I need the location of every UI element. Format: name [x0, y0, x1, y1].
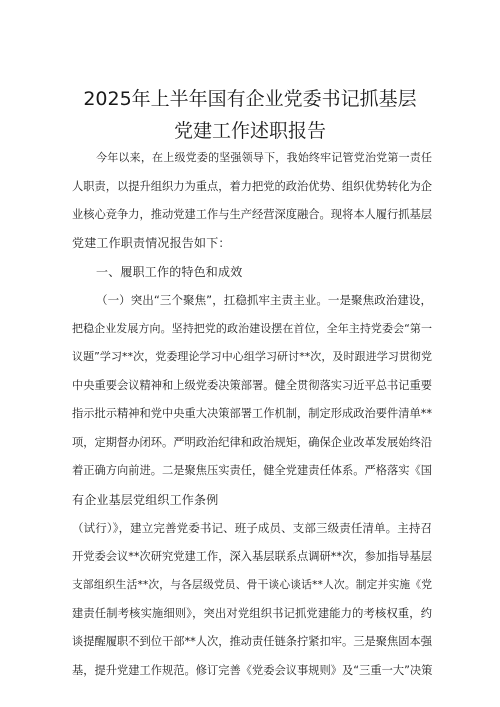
- body-line: 议题”学习**次，党委理论学习中心组学习研讨**次，及时跟进学习贯彻党: [72, 350, 432, 363]
- body-line: 项，定期督办闭环。严明政治纪律和政治规矩，确保企业改革发展始终沿: [72, 436, 433, 449]
- body-line: 业核心竞争力，推动党建工作与生产经营深度融合。现将本人履行抓基层: [72, 208, 433, 221]
- body-line: 开党委会议**次研究党建工作，深入基层联系点调研**次，参加指导基层: [72, 550, 433, 563]
- body-line: 建责任制考核实施细则》，突出对党组织书记抓党建能力的考核权重，约: [72, 607, 432, 620]
- body-line: 指示批示精神和党中央重大决策部署工作机制，制定形成政治要件清单**: [72, 407, 433, 420]
- body-line: 中央重要会议精神和上级党委决策部署。健全贯彻落实习近平总书记重要: [72, 379, 433, 392]
- body-line: 谈提醒履职不到位干部**人次，推动责任链条拧紧扣牢。三是聚焦固本强: [72, 635, 433, 648]
- document-title-line-1: 2025年上半年国有企业党委书记抓基层: [83, 88, 417, 110]
- section-heading: 一、履职工作的特色和成效: [96, 265, 243, 279]
- body-line: 党建工作职责情况报告如下：: [72, 236, 231, 250]
- document-title-line-2: 党建工作述职报告: [173, 120, 326, 142]
- body-line: 着正确方向前进。二是聚焦压实责任，健全党建责任体系。严格落实《国: [72, 464, 433, 477]
- body-line: 有企业基层党组织工作条例: [72, 493, 219, 507]
- body-line: 今年以来，在上级党委的坚强领导下，我始终牢记管党治党第一责任: [96, 151, 432, 164]
- body-line: 人职责，以提升组织力为重点，着力把党的政治优势、组织优势转化为企: [72, 180, 433, 193]
- body-line: （一）突出“三个聚焦”，扛稳抓牢主责主业。一是聚焦政治建设，: [96, 293, 432, 307]
- body-line: 把稳企业发展方向。坚持把党的政治建设摆在首位，全年主持党委会“第一: [72, 322, 432, 335]
- body-line: 基，提升党建工作规范。修订完善《党委会议事规则》及“三重一大”决策: [72, 664, 433, 677]
- body-line: 支部组织生活**次，与各层级党员、骨干谈心谈话**人次。制定并实施《党: [72, 578, 432, 591]
- body-line: （试行）》，建立完善党委书记、班子成员、支部三级责任清单。主持召: [72, 521, 432, 535]
